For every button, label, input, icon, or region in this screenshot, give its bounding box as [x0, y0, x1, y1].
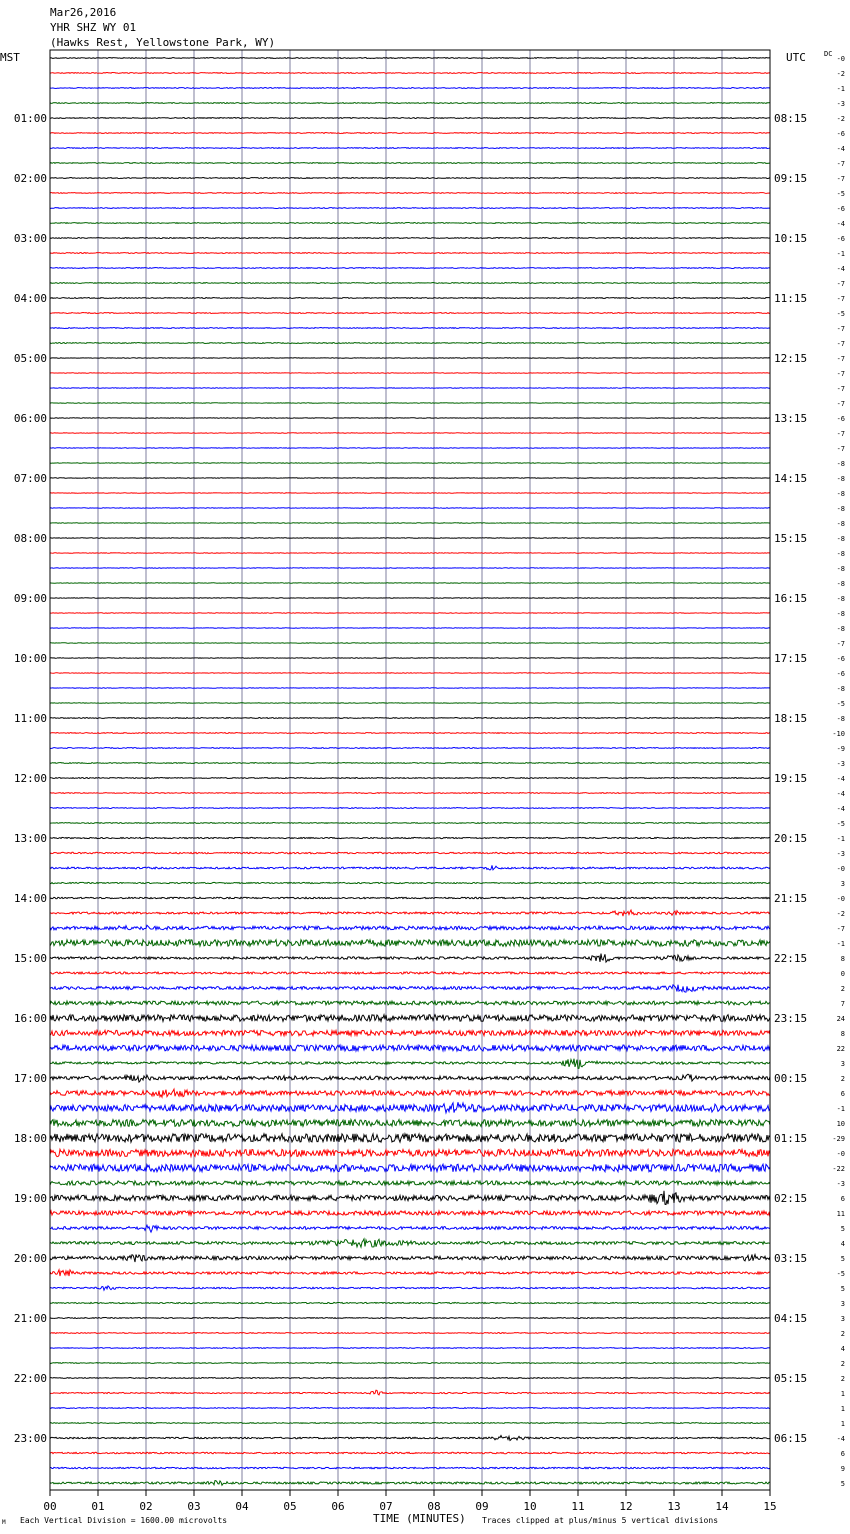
trace-line [50, 897, 770, 899]
dc-offset-label: -4 [836, 145, 845, 153]
dc-offset-label: -5 [836, 700, 845, 708]
left-hour-label: 19:00 [13, 1192, 47, 1205]
right-hour-label: 00:15 [774, 1072, 808, 1085]
trace-line [50, 865, 770, 870]
dc-offset-label: -5 [836, 1270, 845, 1278]
dc-offset-label: -1 [836, 835, 845, 843]
trace-line [50, 1423, 770, 1424]
trace-line [50, 985, 770, 992]
trace-line [50, 763, 770, 764]
trace-line [50, 613, 770, 614]
trace-line [50, 733, 770, 734]
dc-offset-label: -8 [836, 550, 845, 558]
dc-offset-label: 3 [840, 880, 845, 888]
dc-offset-label: 5 [840, 1285, 845, 1293]
left-hour-label: 16:00 [13, 1012, 47, 1025]
dc-offset-label: -7 [836, 370, 845, 378]
trace-line [50, 568, 770, 569]
dc-offset-label: 2 [840, 1330, 845, 1338]
dc-offset-label: -8 [836, 460, 845, 468]
trace-line [50, 388, 770, 389]
right-hour-label: 04:15 [774, 1312, 808, 1325]
dc-offset-label: -0 [836, 895, 845, 903]
trace-line [50, 253, 770, 254]
dc-offset-label: -2 [836, 70, 845, 78]
trace-line [50, 298, 770, 299]
dc-header-label: DC [824, 50, 833, 58]
clip-note: Traces clipped at plus/minus 5 vertical divisions [482, 1516, 719, 1525]
x-tick-label: 08 [427, 1500, 441, 1513]
dc-offset-label: -8 [836, 685, 845, 693]
dc-offset-label: -6 [836, 415, 845, 423]
trace-line [50, 223, 770, 224]
x-tick-label: 14 [715, 1500, 729, 1513]
dc-offset-label: -4 [836, 775, 845, 783]
trace-line [50, 328, 770, 329]
x-tick-label: 09 [475, 1500, 489, 1513]
trace-line [50, 58, 770, 59]
dc-offset-label: 1 [840, 1405, 845, 1413]
dc-offset-label: 2 [840, 1075, 845, 1083]
trace-line [50, 163, 770, 164]
left-hour-label: 20:00 [13, 1252, 47, 1265]
left-hour-label: 08:00 [13, 532, 47, 545]
dc-offset-label: -10 [832, 730, 845, 738]
dc-offset-labels [832, 55, 845, 1488]
dc-offset-label: 0 [840, 970, 845, 978]
trace-line [50, 1270, 770, 1276]
x-tick-label: 11 [571, 1500, 585, 1513]
right-timezone-label: UTC [786, 51, 806, 64]
dc-offset-label: -6 [836, 235, 845, 243]
dc-offset-label: -8 [836, 580, 845, 588]
dc-offset-label: -1 [836, 85, 845, 93]
dc-offset-label: -7 [836, 175, 845, 183]
trace-line [50, 103, 770, 104]
trace-line [50, 882, 770, 883]
left-hour-label: 06:00 [13, 412, 47, 425]
trace-line [50, 748, 770, 749]
dc-offset-label: -3 [836, 100, 845, 108]
dc-offset-label: 3 [840, 1300, 845, 1308]
dc-offset-label: -7 [836, 160, 845, 168]
dc-offset-label: -9 [836, 745, 845, 753]
dc-offset-label: -7 [836, 400, 845, 408]
dc-offset-label: -7 [836, 325, 845, 333]
trace-line [50, 793, 770, 794]
dc-offset-label: 1 [840, 1420, 845, 1428]
trace-line [50, 1211, 770, 1217]
dc-offset-label: -8 [836, 715, 845, 723]
dc-offset-label: 2 [840, 985, 845, 993]
trace-line [50, 553, 770, 554]
dc-offset-label: -8 [836, 520, 845, 528]
trace-line [50, 133, 770, 134]
x-tick-label: 07 [379, 1500, 393, 1513]
left-hour-label: 11:00 [13, 712, 47, 725]
dc-offset-label: 1 [840, 1390, 845, 1398]
trace-line [50, 178, 770, 179]
trace-line [50, 1225, 770, 1232]
trace-line [50, 463, 770, 464]
dc-offset-label: -1 [836, 1105, 845, 1113]
trace-line [50, 703, 770, 704]
dc-offset-label: -8 [836, 505, 845, 513]
trace-line [50, 448, 770, 449]
trace-line [50, 1120, 770, 1127]
trace-line [50, 1318, 770, 1319]
trace-line [50, 1254, 770, 1262]
dc-offset-label: 5 [840, 1255, 845, 1263]
trace-line [50, 88, 770, 89]
trace-line [50, 643, 770, 644]
trace-line [50, 478, 770, 479]
left-hour-label: 09:00 [13, 592, 47, 605]
x-tick-label: 06 [331, 1500, 345, 1513]
x-axis-ticks [43, 1490, 776, 1513]
right-hour-label: 02:15 [774, 1192, 808, 1205]
left-hour-label: 03:00 [13, 232, 47, 245]
dc-offset-label: 3 [840, 1315, 845, 1323]
dc-offset-label: -8 [836, 475, 845, 483]
x-tick-label: 04 [235, 1500, 249, 1513]
trace-line [50, 718, 770, 719]
trace-line [50, 673, 770, 674]
trace-line [50, 910, 770, 916]
trace-line [50, 73, 770, 74]
right-hour-label: 22:15 [774, 952, 808, 965]
trace-line [50, 808, 770, 809]
scale-note: Each Vertical Division = 1600.00 microvolts [20, 1516, 228, 1525]
right-hour-label: 13:15 [774, 412, 808, 425]
left-hour-label: 17:00 [13, 1072, 47, 1085]
trace-line [50, 628, 770, 629]
dc-offset-label: -4 [836, 265, 845, 273]
left-hour-label: 21:00 [13, 1312, 47, 1325]
trace-line [50, 1045, 770, 1051]
trace-line [50, 1030, 770, 1035]
trace-line [50, 1059, 770, 1069]
left-hour-label: 10:00 [13, 652, 47, 665]
dc-offset-label: 2 [840, 1375, 845, 1383]
dc-offset-label: -1 [836, 250, 845, 258]
right-hour-label: 01:15 [774, 1132, 808, 1145]
left-hour-label: 14:00 [13, 892, 47, 905]
dc-offset-label: 7 [840, 1000, 845, 1008]
dc-offset-label: 22 [836, 1045, 845, 1053]
trace-line [50, 1378, 770, 1379]
trace-line [50, 418, 770, 419]
trace-line [50, 538, 770, 539]
station-label: YHR SHZ WY 01 [50, 21, 137, 34]
trace-line [50, 118, 770, 119]
dc-offset-label: 8 [840, 1030, 845, 1038]
right-hour-label: 19:15 [774, 772, 808, 785]
right-hour-label: 09:15 [774, 172, 808, 185]
x-tick-label: 10 [523, 1500, 537, 1513]
right-hour-label: 16:15 [774, 592, 808, 605]
right-hour-label: 08:15 [774, 112, 808, 125]
dc-offset-label: 5 [840, 1225, 845, 1233]
trace-line [50, 1333, 770, 1334]
trace-line [50, 658, 770, 659]
dc-offset-label: 6 [840, 1450, 845, 1458]
dc-offset-label: -8 [836, 595, 845, 603]
trace-line [50, 1408, 770, 1409]
trace-line [50, 778, 770, 779]
dc-offset-label: -6 [836, 205, 845, 213]
dc-offset-label: -22 [832, 1165, 845, 1173]
dc-offset-label: 5 [840, 1480, 845, 1488]
dc-offset-label: -7 [836, 640, 845, 648]
right-hour-label: 10:15 [774, 232, 808, 245]
dc-offset-label: -2 [836, 115, 845, 123]
trace-line [50, 1015, 770, 1022]
x-axis-title: TIME (MINUTES) [373, 1512, 466, 1525]
x-tick-label: 00 [43, 1500, 57, 1513]
trace-line [50, 823, 770, 824]
dc-offset-label: 3 [840, 1060, 845, 1068]
dc-offset-label: 24 [836, 1015, 845, 1023]
trace-line [50, 1181, 770, 1185]
dc-offset-label: -8 [836, 535, 845, 543]
trace-line [50, 1481, 770, 1486]
trace-line [50, 193, 770, 194]
x-tick-label: 13 [667, 1500, 681, 1513]
trace-line [50, 1191, 770, 1205]
dc-offset-label: -3 [836, 760, 845, 768]
trace-line [50, 1286, 770, 1290]
right-hour-label: 17:15 [774, 652, 808, 665]
dc-offset-label: -4 [836, 1435, 845, 1443]
trace-line [50, 148, 770, 149]
trace-line [50, 238, 770, 239]
trace-line [50, 343, 770, 344]
trace-line [50, 1435, 770, 1440]
dc-offset-label: 9 [840, 1465, 845, 1473]
trace-line [50, 1390, 770, 1395]
x-tick-label: 05 [283, 1500, 297, 1513]
right-hour-label: 21:15 [774, 892, 808, 905]
left-hour-label: 07:00 [13, 472, 47, 485]
trace-line [50, 598, 770, 599]
right-hour-label: 06:15 [774, 1432, 808, 1445]
left-hour-label: 04:00 [13, 292, 47, 305]
x-tick-label: 03 [187, 1500, 201, 1513]
trace-line [50, 688, 770, 689]
trace-line [50, 1363, 770, 1364]
dc-offset-label: 6 [840, 1090, 845, 1098]
dc-offset-label: 8 [840, 955, 845, 963]
trace-line [50, 1164, 770, 1171]
dc-offset-label: 6 [840, 1195, 845, 1203]
dc-offset-label: -1 [836, 940, 845, 948]
left-hour-label: 12:00 [13, 772, 47, 785]
left-hour-label: 05:00 [13, 352, 47, 365]
trace-line [50, 433, 770, 434]
trace-line [50, 1001, 770, 1005]
trace-line [50, 208, 770, 209]
dc-offset-label: -5 [836, 820, 845, 828]
trace-line [50, 403, 770, 404]
dc-offset-label: -2 [836, 910, 845, 918]
left-hour-label: 22:00 [13, 1372, 47, 1385]
trace-line [50, 852, 770, 854]
trace-line [50, 1467, 770, 1469]
x-tick-label: 01 [91, 1500, 105, 1513]
dc-offset-label: -4 [836, 805, 845, 813]
trace-line [50, 1089, 770, 1097]
dc-offset-label: -5 [836, 190, 845, 198]
trace-line [50, 1239, 770, 1247]
right-hour-label: 12:15 [774, 352, 808, 365]
trace-line [50, 1134, 770, 1142]
left-hour-label: 01:00 [13, 112, 47, 125]
dc-offset-label: -8 [836, 610, 845, 618]
left-hour-label: 15:00 [13, 952, 47, 965]
dc-offset-label: -7 [836, 385, 845, 393]
left-hour-labels [14, 112, 47, 1445]
x-tick-label: 15 [763, 1500, 777, 1513]
x-tick-label: 12 [619, 1500, 633, 1513]
dc-offset-label: -4 [836, 790, 845, 798]
dc-offset-label: -6 [836, 670, 845, 678]
left-hour-label: 18:00 [13, 1132, 47, 1145]
dc-offset-label: -6 [836, 655, 845, 663]
right-hour-label: 20:15 [774, 832, 808, 845]
trace-line [50, 508, 770, 509]
right-hour-label: 03:15 [774, 1252, 808, 1265]
date-label: Mar26,2016 [50, 6, 117, 19]
trace-line [50, 837, 770, 838]
location-label: (Hawks Rest, Yellowstone Park, WY) [50, 36, 276, 49]
left-hour-label: 23:00 [13, 1432, 47, 1445]
trace-line [50, 1452, 770, 1454]
dc-offset-label: -8 [836, 625, 845, 633]
dc-offset-label: -3 [836, 850, 845, 858]
trace-line [50, 1348, 770, 1349]
dc-offset-label: -0 [836, 1150, 845, 1158]
right-hour-label: 14:15 [774, 472, 808, 485]
trace-line [50, 373, 770, 374]
dc-offset-label: -7 [836, 295, 845, 303]
trace-line [50, 283, 770, 284]
dc-offset-label: -7 [836, 340, 845, 348]
dc-offset-label: -7 [836, 355, 845, 363]
right-hour-label: 15:15 [774, 532, 808, 545]
trace-line [50, 1074, 770, 1082]
dc-offset-label: -0 [836, 865, 845, 873]
left-hour-label: 02:00 [13, 172, 47, 185]
trace-line [50, 925, 770, 930]
dc-offset-label: 10 [836, 1120, 845, 1128]
trace-line [50, 972, 770, 974]
dc-offset-label: -7 [836, 280, 845, 288]
trace-line [50, 493, 770, 494]
right-hour-label: 18:15 [774, 712, 808, 725]
dc-offset-label: -4 [836, 220, 845, 228]
dc-offset-label: -3 [836, 1180, 845, 1188]
dc-offset-label: -0 [836, 55, 845, 63]
dc-offset-label: -29 [832, 1135, 845, 1143]
dc-offset-label: -7 [836, 445, 845, 453]
dc-offset-label: -7 [836, 925, 845, 933]
trace-line [50, 1102, 770, 1113]
dc-offset-label: -8 [836, 565, 845, 573]
dc-offset-label: -8 [836, 490, 845, 498]
right-hour-labels [774, 112, 807, 1445]
right-hour-label: 05:15 [774, 1372, 808, 1385]
trace-line [50, 268, 770, 269]
seismic-traces [50, 58, 770, 1486]
left-hour-label: 13:00 [13, 832, 47, 845]
dc-offset-label: 4 [840, 1240, 845, 1248]
dc-offset-label: 11 [836, 1210, 845, 1218]
dc-offset-label: -7 [836, 430, 845, 438]
trace-line [50, 358, 770, 359]
trace-line [50, 583, 770, 584]
left-timezone-label: MST [0, 51, 20, 64]
trace-line [50, 954, 770, 963]
trace-line [50, 940, 770, 947]
trace-line [50, 1302, 770, 1303]
right-hour-label: 23:15 [774, 1012, 808, 1025]
trace-line [50, 313, 770, 314]
right-hour-label: 11:15 [774, 292, 808, 305]
dc-offset-label: -5 [836, 310, 845, 318]
dc-offset-label: 4 [840, 1345, 845, 1353]
corner-mark: M [2, 1519, 6, 1526]
trace-line [50, 523, 770, 524]
trace-line [50, 1149, 770, 1156]
x-tick-label: 02 [139, 1500, 153, 1513]
dc-offset-label: 2 [840, 1360, 845, 1368]
dc-offset-label: -6 [836, 130, 845, 138]
